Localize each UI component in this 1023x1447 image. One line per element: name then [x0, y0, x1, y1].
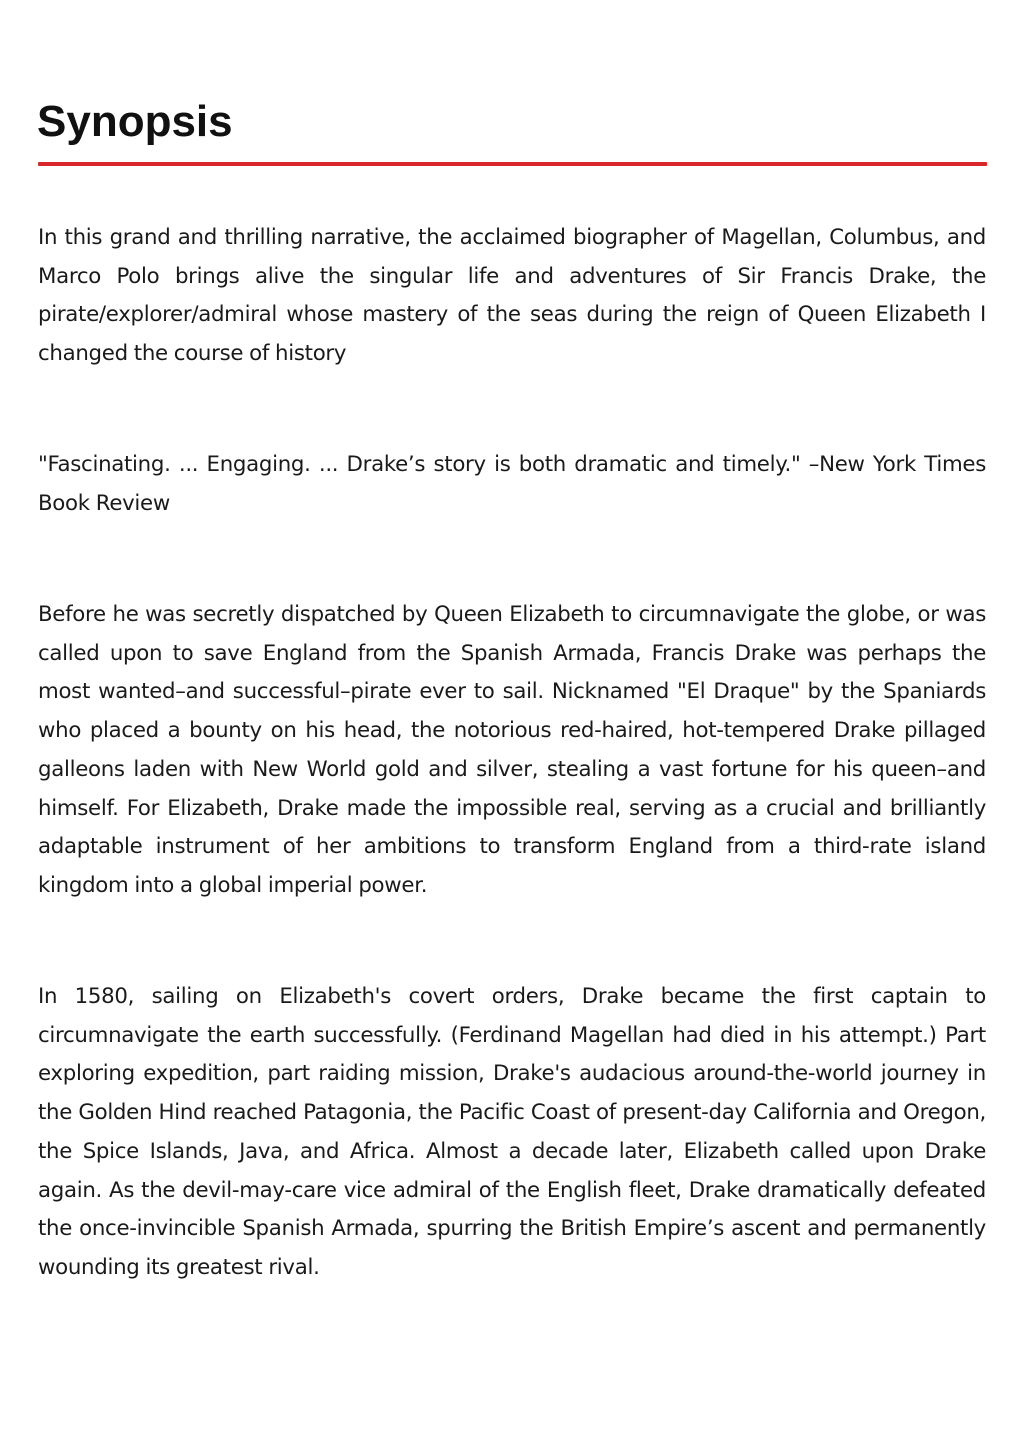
synopsis-paragraph-intro: In this grand and thrilling narrative, the acclaimed biographer of Magellan, Columbus, and Marco Polo brings alive the singular life and adventures of Sir Francis Drake, the pirate/explorer/admiral whose mastery of the seas during the reign of Queen Elizabeth I changed the course of history	[38, 225, 986, 367]
page-title: Synopsis	[37, 97, 233, 146]
heading-divider	[38, 162, 987, 166]
synopsis-paragraph-pirate: Before he was secretly dispatched by Queen Elizabeth to circumnavigate the globe, or was called upon to save England from the Spanish Armada, Francis Drake was perhaps the most wanted–and successful–pirate ever to sail. Nicknamed "El Draque" by the Spaniards who placed a bounty on his head, the notorious red-haired, hot-tempered Drake pillaged galleons laden with New World gold and silver, stealing a vast fortune for his queen–and himself. For Elizabeth, Drake made the impossible real, serving as a crucial and brilliantly adaptable instrument of her ambitions to transform England from a third-rate island kingdom into a global imperial power.	[38, 602, 986, 898]
review-quote-paragraph: "Fascinating. ... Engaging. ... Drake’s story is both dramatic and timely." –New York Times Book Review	[38, 452, 986, 516]
synopsis-paragraph-voyage: In 1580, sailing on Elizabeth's covert orders, Drake became the first captain to circumnavigate the earth successfully. (Ferdinand Magellan had died in his attempt.) Part exploring expedition, part raiding mission, Drake's audacious around-the-world journey in the Golden Hind reached Patagonia, the Pacific Coast of present-day California and Oregon, the Spice Islands, Java, and Africa. Almost a decade later, Elizabeth called upon Drake again. As the devil-may-care vice admiral of the English fleet, Drake dramatically defeated the once-invincible Spanish Armada, spurring the British Empire’s ascent and permanently wounding its greatest rival.	[38, 984, 986, 1280]
